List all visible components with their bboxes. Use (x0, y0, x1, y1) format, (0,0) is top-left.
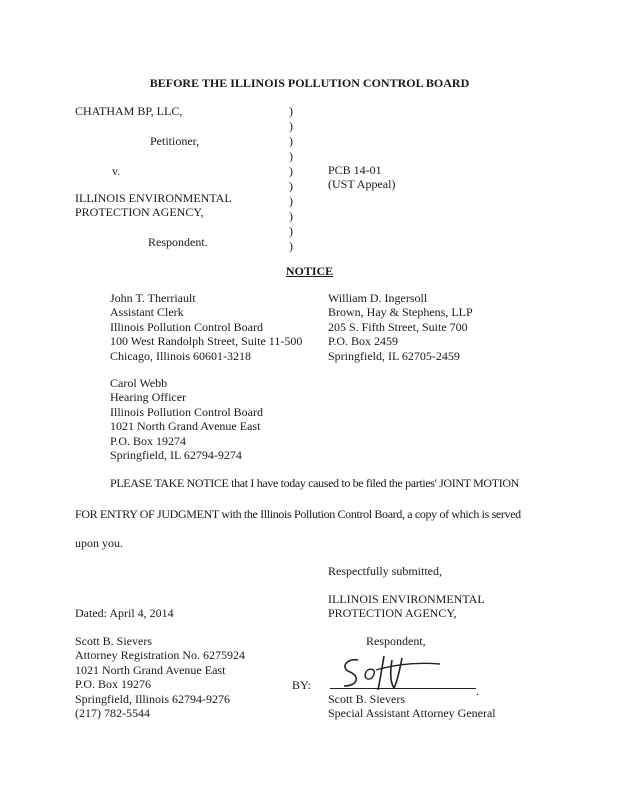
respectfully-submitted: Respectfully submitted, (328, 564, 442, 578)
notice-heading: NOTICE (285, 264, 334, 278)
recipient-therriault (110, 291, 302, 363)
signature-line-dot: . (476, 684, 479, 698)
attorney-block (75, 634, 245, 720)
agency-line1: ILLINOIS ENVIRONMENTAL (328, 592, 485, 606)
paren: ) (289, 149, 293, 163)
address-line: Brown, Hay & Stephens, LLP (328, 305, 473, 320)
paren: ) (289, 164, 293, 178)
address-line: P.O. Box 2459 (328, 334, 399, 349)
paren: ) (289, 239, 293, 253)
paren: ) (289, 224, 293, 238)
attorney-line: Scott B. Sievers (75, 634, 152, 648)
signature-line (330, 688, 476, 689)
agency-line2: PROTECTION AGENCY, (328, 606, 457, 620)
caption-parentheses (289, 104, 299, 254)
address-line: P.O. Box 19274 (110, 433, 187, 448)
address-line: Assistant Clerk (110, 305, 184, 320)
notice-body-line1: PLEASE TAKE NOTICE that I have today caused to be filed the parties' JOINT MOTION (110, 476, 519, 490)
address-line: Carol Webb (110, 376, 168, 390)
versus: v. (112, 164, 121, 178)
address-line: 205 S. Fifth Street, Suite 700 (328, 319, 468, 334)
address-line: Hearing Officer (110, 390, 187, 405)
address-line: Springfield, IL 62794-9274 (110, 448, 242, 463)
paren: ) (289, 209, 293, 223)
address-line: 1021 North Grand Avenue East (110, 419, 261, 434)
paren: ) (289, 119, 293, 133)
attorney-line: Attorney Registration No. 6275924 (75, 648, 245, 663)
paren: ) (289, 104, 293, 118)
dated: Dated: April 4, 2014 (75, 606, 174, 620)
notice-body-line3: upon you. (75, 536, 123, 550)
address-line: John T. Therriault (110, 291, 196, 305)
attorney-line: P.O. Box 19276 (75, 677, 152, 692)
attorney-line: 1021 North Grand Avenue East (75, 662, 226, 677)
respondent-name-line2: PROTECTION AGENCY, (75, 205, 204, 219)
respondent-name-line1: ILLINOIS ENVIRONMENTAL (75, 191, 232, 205)
signer-name: Scott B. Sievers (328, 692, 405, 706)
petitioner-role: Petitioner, (150, 134, 200, 148)
address-line: Illinois Pollution Control Board (110, 319, 264, 334)
petitioner-name: CHATHAM BP, LLC, (75, 104, 183, 118)
address-line: Illinois Pollution Control Board (110, 404, 264, 419)
notice-body-line2: FOR ENTRY OF JUDGMENT with the Illinois Pollution Control Board, a copy of which is served (75, 507, 521, 521)
recipient-webb (110, 376, 263, 462)
recipient-ingersoll (328, 291, 473, 363)
attorney-line: Springfield, Illinois 62794-9276 (75, 691, 230, 706)
paren: ) (289, 179, 293, 193)
attorney-line: (217) 782-5544 (75, 706, 150, 721)
respondent-label: Respondent, (366, 634, 426, 648)
by-label: BY: (292, 678, 311, 692)
respondent-role: Respondent. (148, 235, 208, 249)
signer-title: Special Assistant Attorney General (328, 706, 496, 720)
case-number: PCB 14-01 (328, 163, 382, 177)
address-line: Chicago, Illinois 60601-3218 (110, 348, 251, 363)
address-line: 100 West Randolph Street, Suite 11-500 (110, 334, 303, 349)
case-type: (UST Appeal) (328, 177, 396, 191)
paren: ) (289, 134, 293, 148)
address-line: William D. Ingersoll (328, 291, 428, 305)
board-title: BEFORE THE ILLINOIS POLLUTION CONTROL BOARD (149, 76, 470, 90)
address-line: Springfield, IL 62705-2459 (328, 348, 460, 363)
paren: ) (289, 194, 293, 208)
